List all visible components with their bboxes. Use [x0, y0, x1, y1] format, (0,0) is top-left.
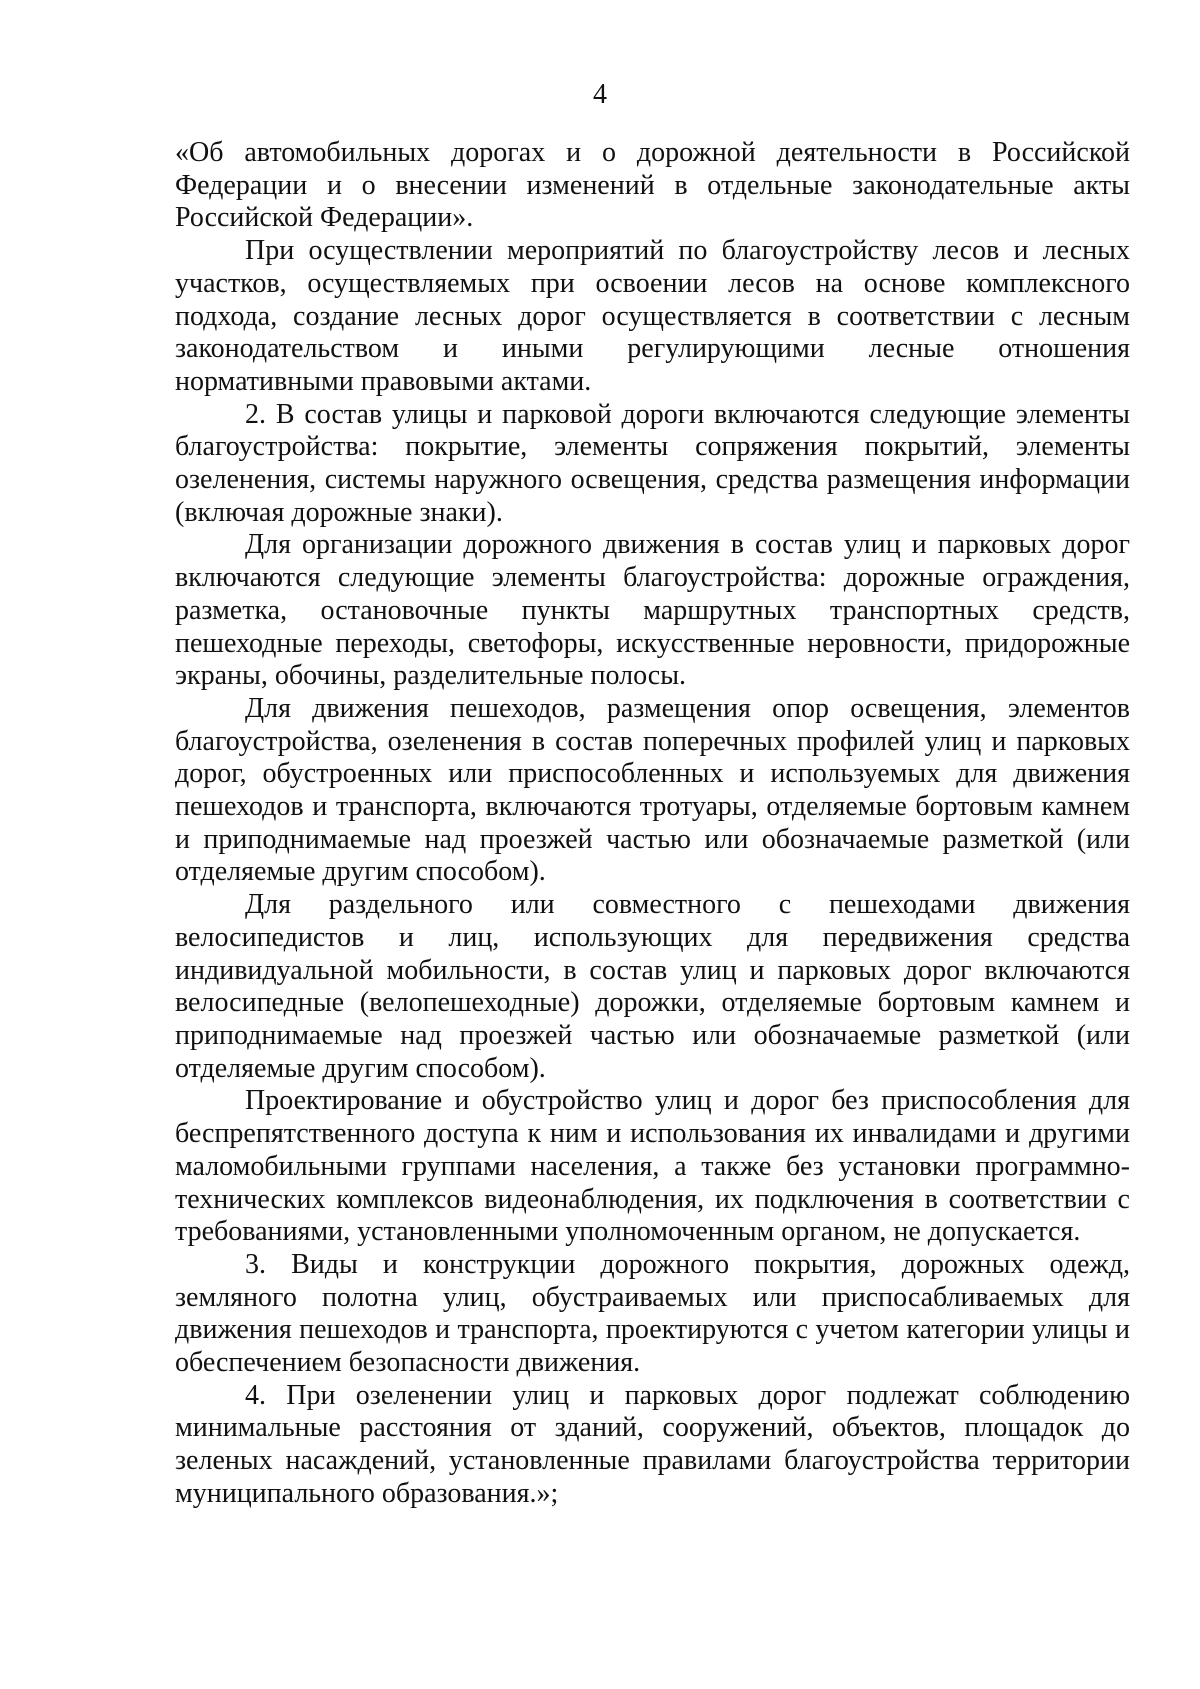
- page-number: 4: [593, 79, 607, 110]
- paragraph-item-4: 4. При озеленении улиц и парковых дорог подлежат соблюдению минимальные расстояния от зданий, сооружений, объектов, площадок до зеленых насаждений, установленные правилами благоустройства территории муниципального образования.»;: [175, 1379, 1130, 1509]
- paragraph-accessibility: Проектирование и обустройство улиц и дорог без приспособления для беспрепятственного доступа к ним и использования их инвалидами и другими маломобильными группами населения, а также без установки программно-технических комплексов видеонаблюдения, их подключения в соответствии с требованиями, установленными уполномоченным органом, не допускается.: [175, 1085, 1130, 1248]
- paragraph-cyclists: Для раздельного или совместного с пешеходами движения велосипедистов и лиц, использующих для передвижения средства индивидуальной мобильности, в состав улиц и парковых дорог включаются велосипедные (велопешеходные) дорожки, отделяемые бортовым камнем и приподнимаемые над проезжей частью или обозначаемые разметкой (или отделяемые другим способом).: [175, 889, 1130, 1084]
- paragraph-traffic-organization: Для организации дорожного движения в состав улиц и парковых дорог включаются следующие элементы благоустройства: дорожные ограждения, разметка, остановочные пункты маршрутных транспортных средств, пешеходные переходы, светофоры, искусственные неровности, придорожные экраны, обочины, разделительные полосы.: [175, 529, 1130, 692]
- paragraph-item-2: 2. В состав улицы и парковой дороги включаются следующие элементы благоустройства: покрытие, элементы сопряжения покрытий, элементы озеленения, системы наружного освещения, средства размещения информации (включая дорожные знаки).: [175, 398, 1130, 528]
- paragraph-item-3: 3. Виды и конструкции дорожного покрытия, дорожных одежд, земляного полотна улиц, обустраиваемых или приспосабливаемых для движения пешеходов и транспорта, проектируются с учетом категории улицы и обеспечением безопасности движения.: [175, 1248, 1130, 1379]
- document-body: [175, 137, 1130, 1511]
- paragraph-forest-roads: При осуществлении мероприятий по благоустройству лесов и лесных участков, осуществляемых при освоении лесов на основе комплексного подхода, создание лесных дорог осуществляется в соответствии с лесным законодательством и иными регулирующими лесные отношения нормативными правовыми актами.: [175, 235, 1130, 397]
- paragraph-pedestrian-movement: Для движения пешеходов, размещения опор освещения, элементов благоустройства, озеленения в состав поперечных профилей улиц и парковых дорог, обустроенных или приспособленных и используемых для движения пешеходов и транспорта, включаются тротуары, отделяемые бортовым камнем и приподнимаемые над проезжей частью или обозначаемые разметкой (или отделяемые другим способом).: [175, 692, 1130, 888]
- paragraph-continuation: «Об автомобильных дорогах и о дорожной деятельности в Российской Федерации и о внесении изменений в отдельные законодательные акты Российской Федерации».: [175, 137, 1130, 234]
